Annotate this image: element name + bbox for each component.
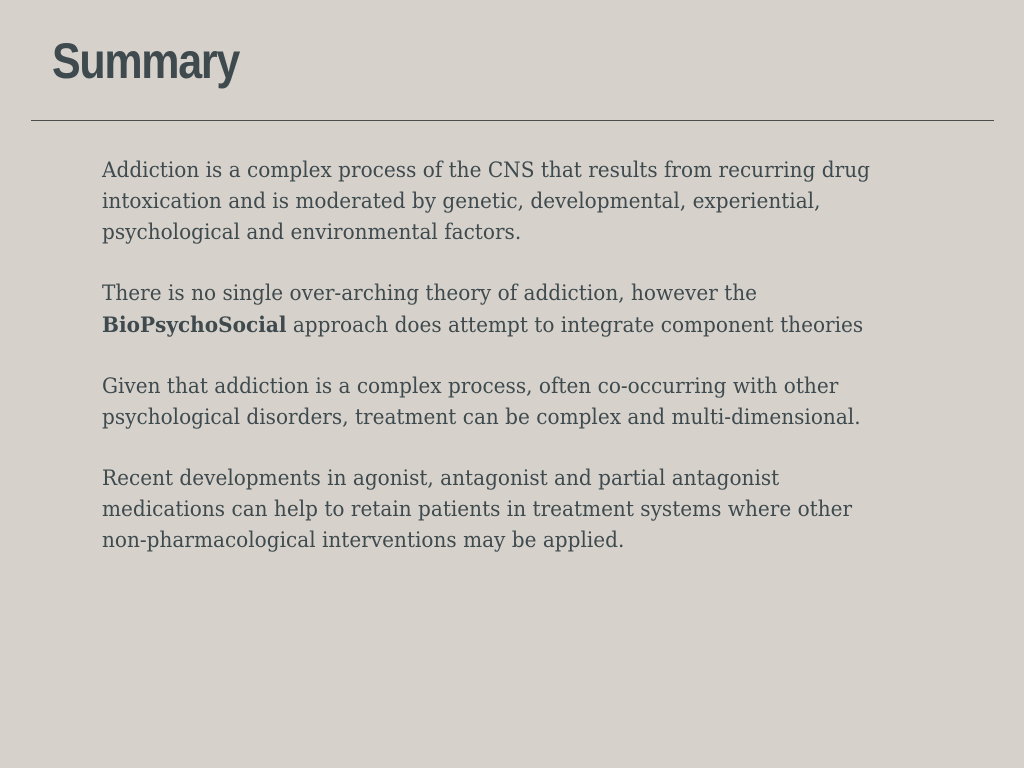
text-line: medications can help to retain patients in treatment systems where other xyxy=(102,497,853,521)
text-line: psychological disorders, treatment can be complex and multi-dimensional. xyxy=(102,405,861,429)
biopsychosocial-term: BioPsychoSocial xyxy=(102,312,287,337)
slide-body xyxy=(102,155,982,586)
paragraph-treatment xyxy=(102,371,982,433)
slide-title: Summary xyxy=(52,33,239,89)
text-line: non-pharmacological interventions may be applied. xyxy=(102,528,625,552)
text-line xyxy=(102,309,942,341)
text-line: Given that addiction is a complex process, often co-occurring with other xyxy=(102,374,839,398)
title-divider xyxy=(31,120,994,121)
text-line: intoxication and is moderated by genetic, developmental, experiential, xyxy=(102,189,821,213)
paragraph-theory xyxy=(102,278,982,341)
text-line: Addiction is a complex process of the CNS that results from recurring drug xyxy=(102,158,870,182)
text-line: psychological and environmental factors. xyxy=(102,220,522,244)
text-fragment: approach does attempt to integrate component theories xyxy=(286,313,864,337)
paragraph-medications xyxy=(102,463,982,556)
text-line: Recent developments in agonist, antagonist and partial antagonist xyxy=(102,466,780,490)
text-line: There is no single over-arching theory of addiction, however the xyxy=(102,281,758,305)
paragraph-addiction-definition xyxy=(102,155,982,248)
